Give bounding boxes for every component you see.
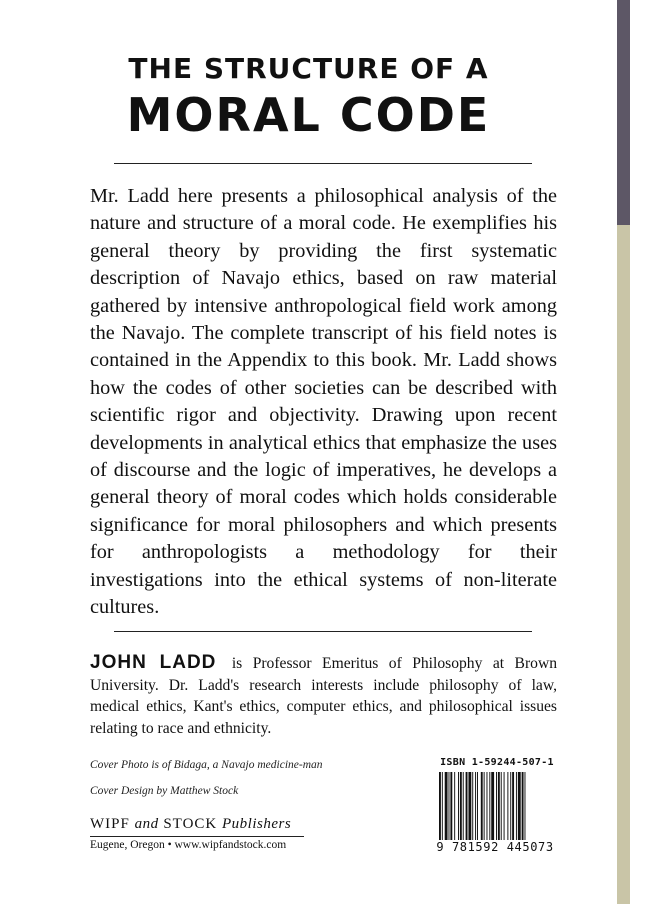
barcode-bar — [463, 772, 464, 840]
barcode-bar — [458, 772, 459, 840]
barcode-bar — [475, 772, 476, 840]
barcode-bar — [450, 772, 452, 840]
barcode-bar — [439, 772, 441, 840]
barcode-icon — [438, 772, 558, 840]
publisher-name-part1: WIPF — [90, 816, 130, 832]
title-line-2: MORAL CODE — [126, 88, 491, 142]
publisher-name — [90, 816, 291, 833]
title-line-1: THE STRUCTURE OF A — [128, 52, 489, 85]
barcode-bar — [487, 772, 488, 840]
barcode-bar — [442, 772, 443, 840]
publisher-underline — [90, 836, 304, 837]
spine-dark-strip — [617, 0, 630, 225]
barcode-bar — [468, 772, 471, 840]
divider-bottom — [114, 631, 532, 632]
barcode-bar — [477, 772, 478, 840]
barcode-digits: 9 781592 445073 — [436, 840, 554, 854]
author-bio — [90, 652, 557, 739]
barcode-bar — [525, 772, 526, 840]
author-name: JOHN LADD — [90, 652, 217, 673]
barcode-bar — [454, 772, 455, 840]
barcode-bar — [472, 772, 473, 840]
barcode-bar — [507, 772, 508, 840]
isbn-label: ISBN 1-59244-507-1 — [440, 757, 554, 768]
barcode-bar — [510, 772, 511, 840]
barcode-bar — [518, 772, 521, 840]
barcode-bar — [496, 772, 497, 840]
publisher-address: Eugene, Oregon • www.wipfandstock.com — [90, 839, 287, 851]
author-bio-text: is Professor Emeritus of Philosophy at Brown University. Dr. Ladd's research interests include philosophy of law, medical ethics, Kant's ethics, computer ethics, and philosophical issues relating to race and ethnicity. — [90, 655, 557, 737]
barcode-bar — [501, 772, 502, 840]
page-edge — [630, 0, 660, 904]
barcode-bar — [449, 772, 450, 840]
barcode-bar — [512, 772, 514, 840]
barcode-bar — [460, 772, 462, 840]
design-credit: Cover Design by Matthew Stock — [90, 785, 239, 797]
publisher-name-and: and — [134, 816, 159, 832]
publisher-name-part3: Publishers — [222, 816, 292, 832]
barcode-bar — [491, 772, 494, 840]
spine-light-strip — [617, 225, 630, 904]
divider-top — [114, 163, 532, 164]
barcode-bar — [504, 772, 505, 840]
photo-credit: Cover Photo is of Bidaga, a Navajo medicine-man — [90, 759, 323, 771]
barcode-bar — [516, 772, 517, 840]
barcode-bar — [498, 772, 500, 840]
book-description: Mr. Ladd here presents a philosophical analysis of the nature and structure of a moral code. He exemplifies his general theory by providing the first systematic description of Navajo ethics, based on raw material gathered by intensive anthropological field work among the Navajo. The complete transcript of his field notes is contained in the Appendix to this book. Mr. Ladd shows how the codes of other societies can be described with scientific rigor and objectivity. Drawing upon recent developments in analytical ethics that emphasize the uses of discourse and the logic of imperatives, he develops a general theory of moral codes which holds considerable significance for moral philosophers and which presents for anthropologists a methodology for their investigations into the ethical systems of non-literate cultures. — [90, 185, 557, 619]
barcode-bar — [466, 772, 468, 840]
barcode-bar — [522, 772, 524, 840]
barcode-bar — [489, 772, 490, 840]
publisher-name-part2: STOCK — [163, 816, 218, 832]
barcode-bar — [484, 772, 485, 840]
barcode-bar — [445, 772, 448, 840]
barcode-bar — [481, 772, 483, 840]
